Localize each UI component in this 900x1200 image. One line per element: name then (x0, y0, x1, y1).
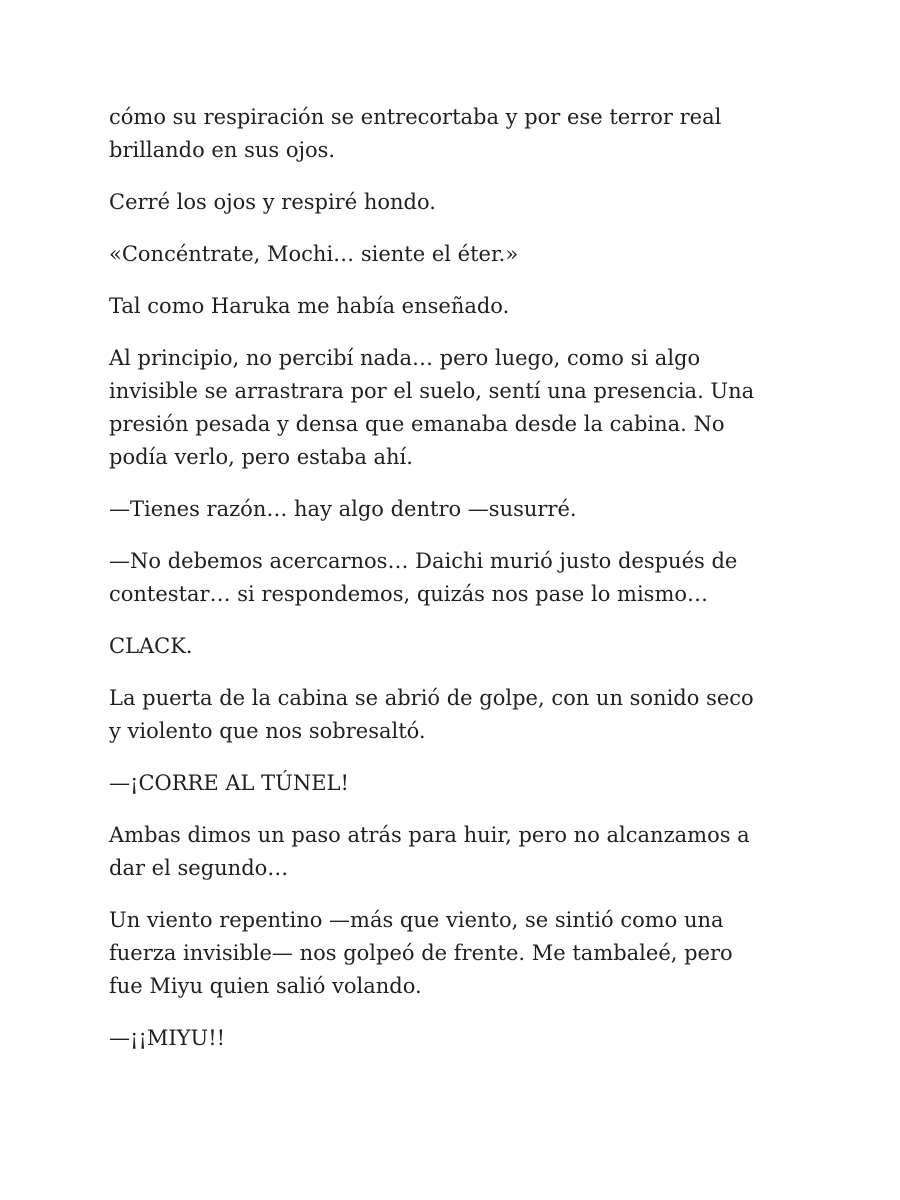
paragraph: cómo su respiración se entrecortaba y por ese terror real brillando en sus ojos. (109, 105, 722, 162)
paragraph: «Concéntrate, Mochi… siente el éter.» (109, 242, 519, 266)
paragraph: —¡CORRE AL TÚNEL! (109, 771, 349, 795)
paragraph: La puerta de la cabina se abrió de golpe, con un sonido seco y violento que nos sobresaltó. (109, 686, 754, 743)
paragraph: —Tienes razón… hay algo dentro —susurré. (109, 497, 577, 521)
body-text (109, 101, 799, 1074)
paragraph: Ambas dimos un paso atrás para huir, pero no alcanzamos a dar el segundo… (109, 823, 750, 880)
paragraph: Tal como Haruka me había enseñado. (109, 294, 510, 318)
paragraph: Cerré los ojos y respiré hondo. (109, 190, 436, 214)
paragraph: Al principio, no percibí nada… pero luego, como si algo invisible se arrastrara por el suelo, sentí una presencia. Una presión pesada y densa que emanaba desde la cabina. No podía verlo, pero estaba ahí. (109, 346, 755, 469)
paragraph: CLACK. (109, 634, 193, 658)
paragraph: Un viento repentino —más que viento, se sintió como una fuerza invisible— nos golpeó de frente. Me tambaleé, pero fue Miyu quien salió volando. (109, 908, 733, 998)
paragraph: —No debemos acercarnos… Daichi murió justo después de contestar… si respondemos, quizás nos pase lo mismo… (109, 549, 738, 606)
paragraph: —¡¡MIYU!! (109, 1026, 226, 1050)
